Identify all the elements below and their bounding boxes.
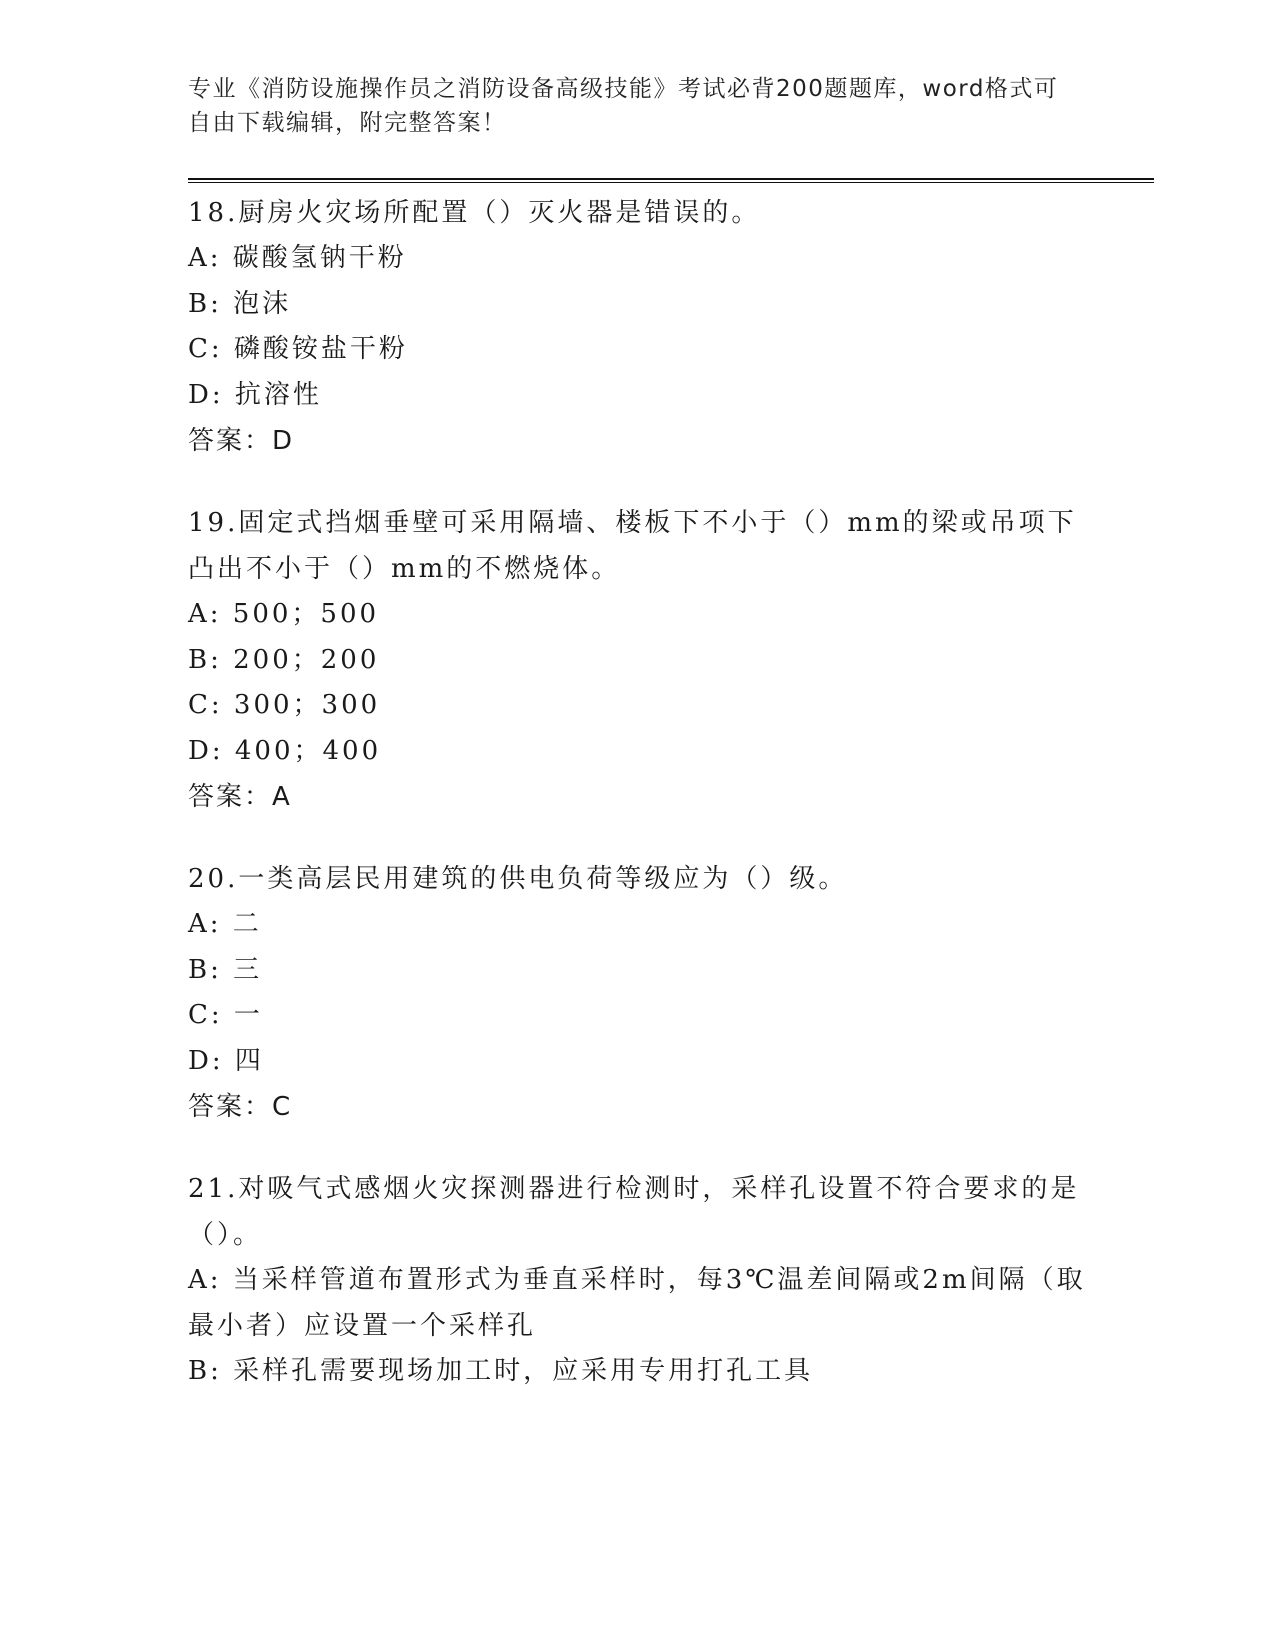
option-a: A: 二 (188, 909, 262, 939)
answer: 答案：A (188, 782, 292, 812)
question-stem: 21.对吸气式感烟火灾探测器进行检测时，采样孔设置不符合要求的是（）。 (188, 1174, 1080, 1250)
question-18 (188, 190, 1088, 464)
option-c: C: 300；300 (188, 690, 381, 720)
question-stem: 19.固定式挡烟垂壁可采用隔墙、楼板下不小于（）mm的梁或吊项下凸出不小于（）mm的不燃烧体。 (188, 508, 1077, 584)
header-divider (188, 178, 1154, 183)
option-b: B: 200；200 (188, 644, 380, 675)
option-d: D: 抗溶性 (188, 379, 322, 410)
option-a: A: 500；500 (188, 599, 380, 629)
option-d: D: 400；400 (188, 735, 382, 766)
question-20 (188, 856, 1088, 1130)
option-b: B: 采样孔需要现场加工时，应采用专用打孔工具 (188, 1356, 814, 1386)
question-stem: 20.一类高层民用建筑的供电负荷等级应为（）级。 (188, 864, 848, 894)
option-c: C: 一 (188, 1000, 263, 1030)
question-19 (188, 500, 1088, 820)
question-stem: 18.厨房火灾场所配置（）灭火器是错误的。 (188, 198, 761, 228)
option-a: A: 碳酸氢钠干粉 (188, 243, 407, 273)
option-d: D: 四 (188, 1045, 264, 1076)
option-b: B: 泡沫 (188, 288, 292, 319)
question-list (188, 190, 1088, 1431)
option-a: A: 当采样管道布置形式为垂直采样时，每3℃温差间隔或2m间隔（取最小者）应设置一个采样孔 (188, 1265, 1086, 1341)
option-c: C: 磷酸铵盐干粉 (188, 334, 408, 364)
option-b: B: 三 (188, 954, 263, 985)
question-21 (188, 1166, 1088, 1395)
answer: 答案：D (188, 426, 295, 456)
answer: 答案：C (188, 1092, 293, 1122)
document-header: 专业《消防设施操作员之消防设备高级技能》考试必背200题题库，word格式可自由下载编辑，附完整答案！ (188, 76, 1059, 136)
